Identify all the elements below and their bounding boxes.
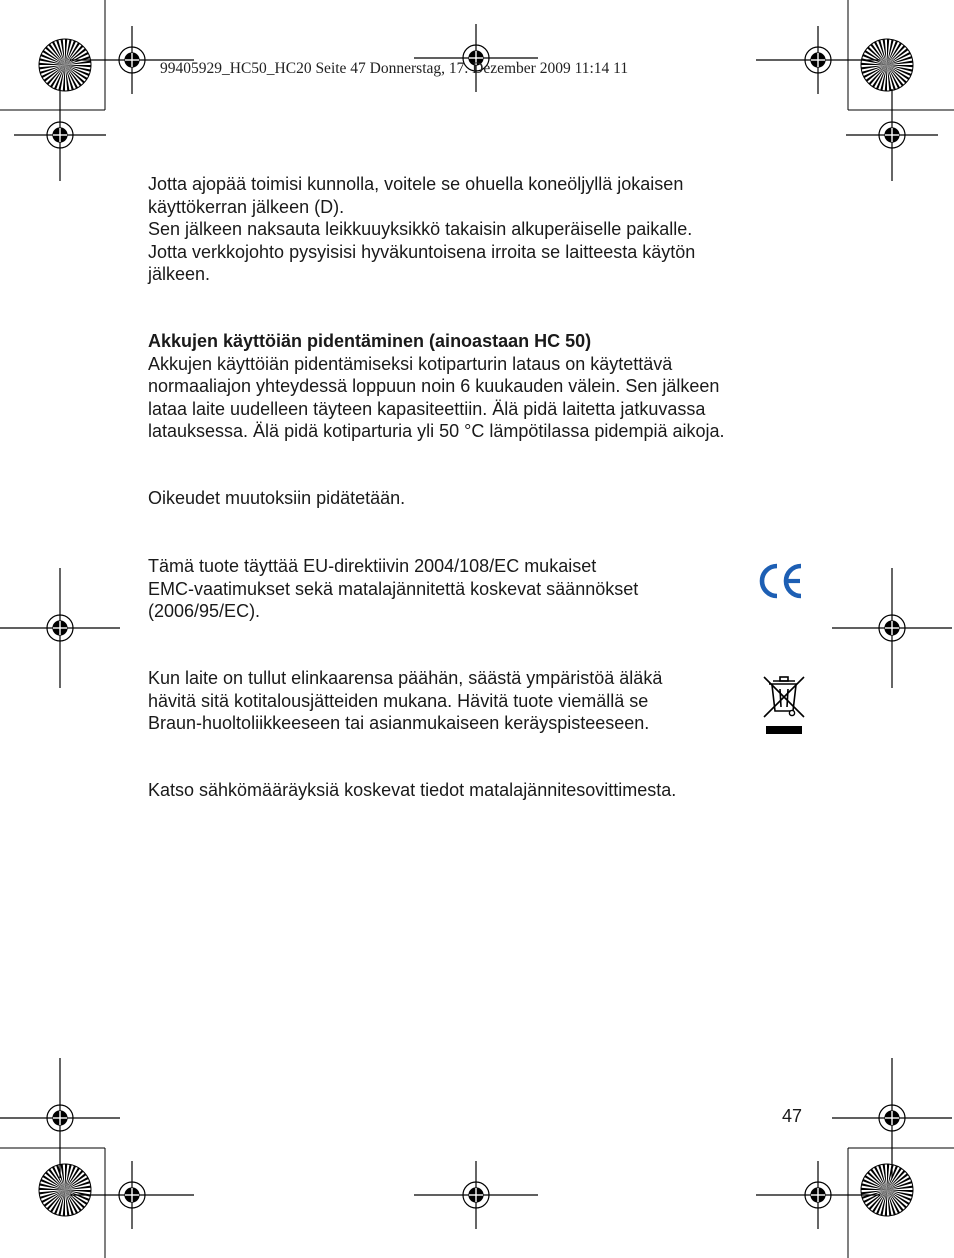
- text-line: normaaliajon yhteydessä loppuun noin 6 kuukauden välein. Sen jälkeen: [148, 376, 720, 397]
- text-line: Kun laite on tullut elinkaarensa päähän, säästä ympäristöä äläkä: [148, 668, 663, 688]
- text-line: Katso sähkömääräyksiä koskevat tiedot matalajännitesovittimesta.: [148, 780, 677, 800]
- text-line: lataa laite uudelleen täyteen kapasiteettiin. Älä pidä laitetta jatkuvassa: [148, 398, 706, 419]
- maintenance-paragraph: [148, 173, 695, 286]
- registration-mark: [0, 568, 120, 688]
- registration-mark: [846, 89, 938, 181]
- text-line: Tämä tuote täyttää EU-direktiivin 2004/108/EC mukaiset: [148, 556, 597, 576]
- ce-conformity-paragraph: [148, 555, 638, 623]
- ce-mark-icon: [757, 561, 805, 601]
- text-line: Akkujen käyttöiän pidentämiseksi kotiparturin lataus on käytettävä: [148, 353, 673, 374]
- text-line: EMC-vaatimukset sekä matalajännitettä koskevat säännökset: [148, 578, 639, 599]
- crossed-out-wheelie-bin-icon: [760, 672, 808, 736]
- registration-mark: [414, 24, 538, 92]
- adapter-note: [148, 779, 676, 802]
- starburst-target: [39, 1164, 91, 1216]
- starburst-target: [861, 39, 913, 91]
- registration-mark: [414, 1161, 538, 1229]
- weee-disposal-paragraph: [148, 667, 662, 735]
- text-line: (2006/95/EC).: [148, 601, 261, 622]
- registration-mark: [0, 1058, 120, 1178]
- text-line: Jotta verkkojohto pysyisisi hyväkuntoisena irroita se laitteesta käytön: [148, 241, 696, 262]
- registration-mark: [14, 89, 106, 181]
- text-line: Jotta ajopää toimisi kunnolla, voitele se ohuella koneöljyllä jokaisen: [148, 174, 684, 194]
- text-line: hävitä sitä kotitalousjätteiden mukana. Hävitä tuote viemällä se: [148, 690, 649, 711]
- text-line: Sen jälkeen naksauta leikkuuyksikkö takaisin alkuperäiselle paikalle.: [148, 219, 693, 240]
- page-number: 47: [782, 1106, 803, 1126]
- registration-mark: [832, 1058, 952, 1178]
- rights-notice: [148, 487, 405, 510]
- starburst-target: [39, 39, 91, 91]
- text-line: jälkeen.: [148, 264, 211, 285]
- battery-section: [148, 330, 725, 443]
- text-line: käyttökerran jälkeen (D).: [148, 196, 345, 217]
- starburst-target: [861, 1164, 913, 1216]
- text-line: Braun-huoltoliikkeeseen tai asianmukaiseen keräyspisteeseen.: [148, 713, 650, 734]
- text-line: latauksessa. Älä pidä kotiparturia yli 50 °C lämpötilassa pidempiä aikoja.: [148, 421, 725, 442]
- text-line: Oikeudet muutoksiin pidätetään.: [148, 488, 406, 508]
- registration-mark: [832, 568, 952, 688]
- printer-slug-line: 99405929_HC50_HC20 Seite 47 Donnerstag, 17. Dezember 2009 11:14 11: [160, 60, 629, 77]
- section-heading: Akkujen käyttöiän pidentäminen (ainoastaan HC 50): [148, 331, 592, 351]
